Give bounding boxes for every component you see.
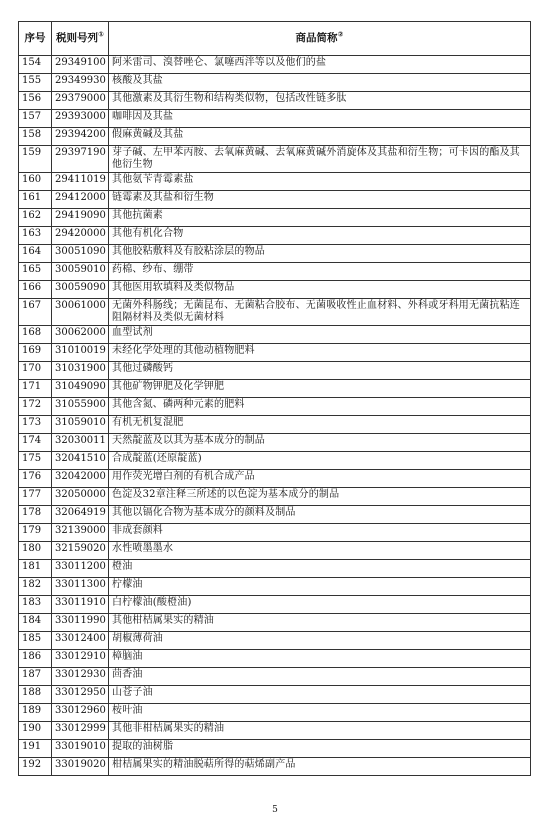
tariff-code: 30061000: [52, 299, 109, 326]
tariff-code: 33019020: [52, 758, 109, 776]
row-number: 185: [19, 632, 52, 650]
product-name: 山苍子油: [109, 686, 531, 704]
table-row: [19, 146, 531, 173]
table-row: [19, 470, 531, 488]
product-name: 其他柑桔属果实的精油: [109, 614, 531, 632]
product-name: 其他有机化合物: [109, 227, 531, 245]
tariff-code: 32042000: [52, 470, 109, 488]
row-number: 156: [19, 92, 52, 110]
tariff-code: 29420000: [52, 227, 109, 245]
product-name: 芽子碱、左甲苯丙胺、去氧麻黄碱、去氧麻黄碱外消旋体及其盐和衍生物；可卡因的酯及其他衍生物: [109, 146, 531, 173]
row-number: 182: [19, 578, 52, 596]
tariff-code: 31055900: [52, 398, 109, 416]
table-row: [19, 191, 531, 209]
table-row: [19, 56, 531, 74]
tariff-code: 33011910: [52, 596, 109, 614]
tariff-code: 31049090: [52, 380, 109, 398]
tariff-code: 33011200: [52, 560, 109, 578]
row-number: 159: [19, 146, 52, 173]
table-row: [19, 380, 531, 398]
row-number: 175: [19, 452, 52, 470]
footnote-marker: ②: [337, 30, 344, 39]
tariff-code: 33012910: [52, 650, 109, 668]
table-row: [19, 542, 531, 560]
row-number: 192: [19, 758, 52, 776]
tariff-code: 31031900: [52, 362, 109, 380]
table-body: [19, 56, 531, 776]
product-name: 色淀及32章注释三所述的以色淀为基本成分的制品: [109, 488, 531, 506]
table-row: [19, 326, 531, 344]
tariff-code: 32041510: [52, 452, 109, 470]
footnote-marker: ①: [98, 30, 104, 39]
product-name: 其他以镉化合物为基本成分的颜料及制品: [109, 506, 531, 524]
row-number: 177: [19, 488, 52, 506]
row-number: 176: [19, 470, 52, 488]
row-number: 188: [19, 686, 52, 704]
product-name: 其他含氮、磷两种元素的肥料: [109, 398, 531, 416]
table-row: [19, 596, 531, 614]
product-name: 用作荧光增白剂的有机合成产品: [109, 470, 531, 488]
row-number: 154: [19, 56, 52, 74]
row-number: 181: [19, 560, 52, 578]
product-name: 有机无机复混肥: [109, 416, 531, 434]
tariff-code: 33012400: [52, 632, 109, 650]
row-number: 172: [19, 398, 52, 416]
table-row: [19, 650, 531, 668]
row-number: 173: [19, 416, 52, 434]
table-row: [19, 416, 531, 434]
row-number: 180: [19, 542, 52, 560]
product-name: 未经化学处理的其他动植物肥料: [109, 344, 531, 362]
product-name: 其他过磷酸钙: [109, 362, 531, 380]
table-row: [19, 74, 531, 92]
product-name: 茴香油: [109, 668, 531, 686]
product-name: 核酸及其盐: [109, 74, 531, 92]
tariff-code: 29379000: [52, 92, 109, 110]
row-number: 189: [19, 704, 52, 722]
product-name: 水性喷墨墨水: [109, 542, 531, 560]
product-name: 柠檬油: [109, 578, 531, 596]
row-number: 171: [19, 380, 52, 398]
row-number: 186: [19, 650, 52, 668]
tariff-code: 31059010: [52, 416, 109, 434]
tariff-code: 31010019: [52, 344, 109, 362]
tariff-code: 32064919: [52, 506, 109, 524]
tariff-code: 30059010: [52, 263, 109, 281]
tariff-code: 33012950: [52, 686, 109, 704]
row-number: 190: [19, 722, 52, 740]
tariff-code: 32159020: [52, 542, 109, 560]
product-name: 咖啡因及其盐: [109, 110, 531, 128]
table-row: [19, 632, 531, 650]
table-row: [19, 245, 531, 263]
row-number: 179: [19, 524, 52, 542]
row-number: 187: [19, 668, 52, 686]
row-number: 174: [19, 434, 52, 452]
table-row: [19, 209, 531, 227]
table-row: [19, 740, 531, 758]
product-name: 阿米雷司、溴替唑仑、氯噻西泮等以及他们的盐: [109, 56, 531, 74]
table-header-row: [19, 22, 531, 56]
product-name: 其他激素及其衍生物和结构类似物，包括改性链多肽: [109, 92, 531, 110]
product-name: 天然靛蓝及以其为基本成分的制品: [109, 434, 531, 452]
table-row: [19, 110, 531, 128]
tariff-code: 33012999: [52, 722, 109, 740]
table-row: [19, 686, 531, 704]
tariff-code: 30059090: [52, 281, 109, 299]
table-row: [19, 452, 531, 470]
row-number: 161: [19, 191, 52, 209]
table-row: [19, 344, 531, 362]
product-name: 其他胶粘敷料及有胶粘涂层的物品: [109, 245, 531, 263]
product-name: 其他氨苄青霉素盐: [109, 173, 531, 191]
row-number: 164: [19, 245, 52, 263]
table-row: [19, 362, 531, 380]
table-row: [19, 92, 531, 110]
product-name: 其他矿物钾肥及化学钾肥: [109, 380, 531, 398]
table-row: [19, 506, 531, 524]
tariff-code: 32030011: [52, 434, 109, 452]
row-number: 165: [19, 263, 52, 281]
header-code: 税则号列①: [52, 22, 109, 56]
product-name: 其他非柑桔属果实的精油: [109, 722, 531, 740]
product-name: 柑桔属果实的精油脱萜所得的萜烯副产品: [109, 758, 531, 776]
row-number: 160: [19, 173, 52, 191]
product-name: 其他抗菌素: [109, 209, 531, 227]
tariff-code: 33019010: [52, 740, 109, 758]
row-number: 169: [19, 344, 52, 362]
header-name: 商品简称②: [109, 22, 531, 56]
row-number: 168: [19, 326, 52, 344]
product-name: 樟脑油: [109, 650, 531, 668]
row-number: 191: [19, 740, 52, 758]
table-row: [19, 281, 531, 299]
row-number: 167: [19, 299, 52, 326]
tariff-code: 33011300: [52, 578, 109, 596]
row-number: 155: [19, 74, 52, 92]
tariff-code: 29393000: [52, 110, 109, 128]
table-row: [19, 758, 531, 776]
product-name: 药棉、纱布、绷带: [109, 263, 531, 281]
table-row: [19, 614, 531, 632]
table-row: [19, 704, 531, 722]
row-number: 162: [19, 209, 52, 227]
table-row: [19, 560, 531, 578]
tariff-code: 32139000: [52, 524, 109, 542]
tariff-code: 29349100: [52, 56, 109, 74]
tariff-code: 29349930: [52, 74, 109, 92]
tariff-code: 32050000: [52, 488, 109, 506]
table-row: [19, 722, 531, 740]
table-row: [19, 434, 531, 452]
product-name: 橙油: [109, 560, 531, 578]
table-row: [19, 398, 531, 416]
product-name: 非成套颜料: [109, 524, 531, 542]
product-name: 假麻黄碱及其盐: [109, 128, 531, 146]
product-name: 合成靛蓝(还原靛蓝): [109, 452, 531, 470]
tariff-code: 30051090: [52, 245, 109, 263]
page-number: 5: [272, 805, 278, 815]
tariff-code: 29412000: [52, 191, 109, 209]
row-number: 163: [19, 227, 52, 245]
tariff-code: 29397190: [52, 146, 109, 173]
row-number: 178: [19, 506, 52, 524]
row-number: 157: [19, 110, 52, 128]
product-name: 桉叶油: [109, 704, 531, 722]
tariff-code: 29419090: [52, 209, 109, 227]
table-row: [19, 227, 531, 245]
table-row: [19, 578, 531, 596]
row-number: 158: [19, 128, 52, 146]
header-seq: 序号: [19, 22, 52, 56]
product-name: 链霉素及其盐和衍生物: [109, 191, 531, 209]
tariff-code: 30062000: [52, 326, 109, 344]
tariff-code: 33011990: [52, 614, 109, 632]
table-row: [19, 128, 531, 146]
tariff-table: [18, 21, 531, 776]
product-name: 白柠檬油(酸橙油): [109, 596, 531, 614]
tariff-code: 29394200: [52, 128, 109, 146]
product-name: 无菌外科肠线；无菌昆布、无菌粘合胶布、无菌吸收性止血材料、外科或牙科用无菌抗粘连阻隔材料及类似无菌材料: [109, 299, 531, 326]
row-number: 183: [19, 596, 52, 614]
tariff-code: 33012960: [52, 704, 109, 722]
table-row: [19, 173, 531, 191]
row-number: 170: [19, 362, 52, 380]
table-row: [19, 524, 531, 542]
product-name: 其他医用软填料及类似物品: [109, 281, 531, 299]
tariff-code: 29411019: [52, 173, 109, 191]
product-name: 胡椒薄荷油: [109, 632, 531, 650]
table-row: [19, 299, 531, 326]
row-number: 184: [19, 614, 52, 632]
product-name: 血型试剂: [109, 326, 531, 344]
row-number: 166: [19, 281, 52, 299]
product-name: 提取的油树脂: [109, 740, 531, 758]
table-row: [19, 488, 531, 506]
tariff-code: 33012930: [52, 668, 109, 686]
table-row: [19, 263, 531, 281]
table-row: [19, 668, 531, 686]
